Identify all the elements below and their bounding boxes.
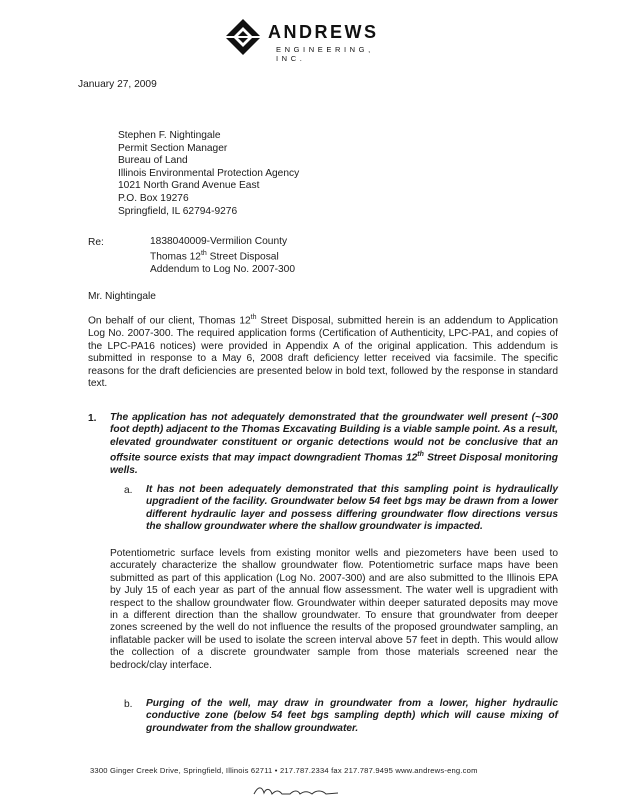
recipient-line: Illinois Environmental Protection Agency [118,167,300,179]
item-1-post: Street Disposal monitoring wells. [110,452,558,477]
recipient-line: Stephen F. Nightingale [118,130,221,141]
salutation: Mr. Nightingale [88,291,156,302]
recipient-line: Bureau of Land [118,155,188,167]
re-line-1: 1838040009-Vermilion County [150,236,288,247]
letter-footer: 3300 Ginger Creek Drive, Springfield, Illinois 62711 • 217.787.2334 fax 217.787.9495 www.andrews-eng.com [90,766,478,775]
item-1-deficiency [110,412,558,477]
re-line-2-pre: Thomas 12 [150,251,201,263]
item-1-number: 1. [88,413,97,424]
response-a-paragraph: Potentiometric surface levels from existing monitor wells and piezometers have been used to accurately characterize the shallow groundwater flow. Potentiometric surface maps have been submitted as part of this application (Log No. 2007-300) and are also submitted to the Illinois EPA by July 15 of each year as part of the annual flow assessment. The water well is upgradient with respect to the shallow groundwater flow. Groundwater within deeper saturated deposits may move in a different direction than the shallow groundwater. To ensure that groundwater from deeper zones screened by the well do not influence the results of the proposed groundwater sampling, an inflatable packer will be used to isolate the screen interval above 57 feet in depth. This would allow the collection of a discrete groundwater sample from those materials screened near the bedrock/clay interface. [110,548,558,671]
company-logo [224,18,404,64]
andrews-diamond-logo-icon [224,18,262,56]
intro-post: Street Disposal, submitted herein is an addendum to Application Log No. 2007-300. The required application forms (Certification of Authenticity, LPC-PA1, and copies of the LPC-PA16 notices) were provided in Appendix A of the original application. This addendum is submitted in response to a May 6, 2008 draft deficiency letter received via facsimile. The specific reasons for the draft deficiencies are presented below in bold text, followed by the response in standard text. [88,315,558,390]
recipient-line: 1021 North Grand Avenue East [118,180,260,192]
item-a-letter: a. [124,485,133,496]
item-a-deficiency: It has not been adequately demonstrated that this sampling point is hydraulically upgradient of the facility. Groundwater below 54 feet bgs may be drawn from a lower different hydraulic layer and possess differing groundwater flow directions versus the shallow groundwater where the shallow groundwater is impacted. [146,484,558,533]
re-label: Re: [88,237,104,248]
recipient-address [118,130,299,218]
company-name: ANDREWS [268,22,379,42]
item-b-letter: b. [124,699,133,710]
initials-signature [252,784,342,798]
re-subject [150,236,295,277]
item-1-pre: The application has not adequately demonstrated that the groundwater well present (~300 foot depth) adjacent to the Thomas Excavating Building is a viable sample point. As a result, elevated groundwater constituent or organic detections would not be conclusive that an offsite source exists that may impact downgradient Thomas 12 [110,412,558,464]
intro-paragraph [88,312,558,391]
item-b-deficiency: Purging of the well, may draw in groundwater from a lower, higher hydraulic conductive zone (below 54 feet bgs sampling depth) which will cause mixing of groundwater from the shallow groundwater. [146,698,558,734]
re-line-2 [150,248,295,264]
item-1-sup: th [417,451,424,459]
recipient-line: Springfield, IL 62794-9276 [118,205,238,217]
company-subtitle: ENGINEERING, INC. [276,45,374,63]
intro-sup: th [250,314,257,321]
intro-pre: On behalf of our client, Thomas 12 [88,315,251,327]
re-line-3: Addendum to Log No. 2007-300 [150,264,295,276]
re-line-2-sup: th [200,250,207,258]
recipient-line: Permit Section Manager [118,142,228,154]
letter-date: January 27, 2009 [78,79,157,90]
recipient-line: P.O. Box 19276 [118,192,189,204]
re-line-2-post: Street Disposal [206,251,279,263]
